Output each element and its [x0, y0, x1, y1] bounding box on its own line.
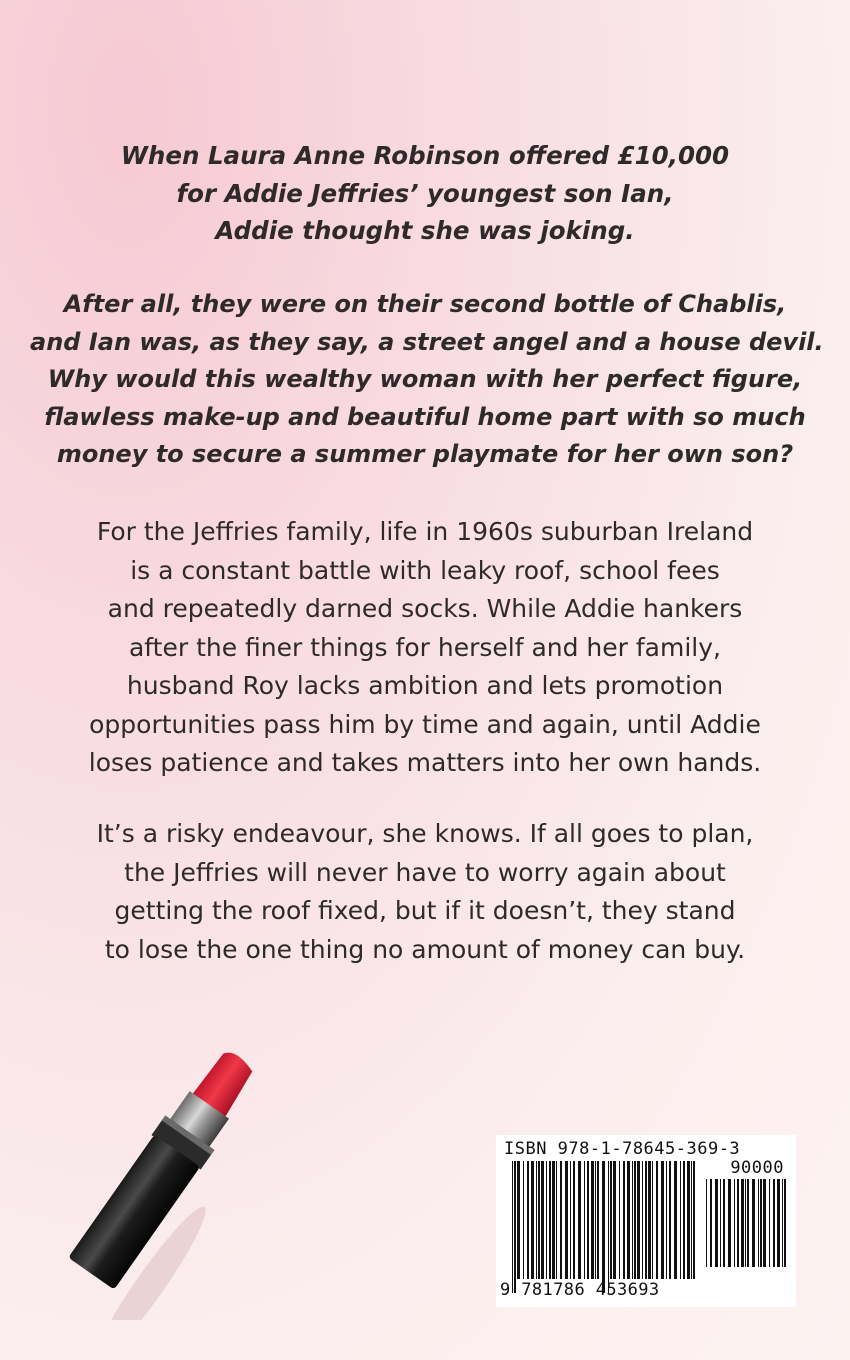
blurb-line: opportunities pass him by time and again, until Addie	[89, 709, 761, 739]
red-lipstick-icon	[40, 1035, 300, 1320]
price-code: 90000	[730, 1158, 784, 1178]
blurb-line: After all, they were on their second bottle of Chablis,	[63, 290, 787, 318]
blurb-line: after the finer things for herself and her family,	[128, 632, 721, 662]
blurb-line: is a constant battle with leaky roof, school fees	[130, 555, 720, 585]
blurb-line: flawless make-up and beautiful home part with so much	[44, 402, 806, 431]
blurb-line: for Addie Jeffries’ youngest son Ian,	[176, 178, 674, 208]
isbn-label: ISBN 978-1-78645-369-3	[504, 1139, 741, 1159]
blurb-line: It’s a risky endeavour, she knows. If all goes to plan,	[96, 819, 754, 848]
blurb-line: getting the roof fixed, but if it doesn’t, they stand	[114, 896, 736, 925]
blurb-body-first	[30, 513, 820, 783]
blurb-line: For the Jeffries family, life in 1960s suburban Ireland	[96, 517, 754, 546]
blurb-line: the Jeffries will never have to worry again about	[124, 857, 726, 887]
blurb-body-second	[30, 815, 820, 969]
blurb-line: to lose the one thing no amount of money can buy.	[104, 934, 746, 964]
blurb-line: and Ian was, as they say, a street angel and a house devil.	[30, 327, 824, 356]
isbn-barcode	[496, 1135, 796, 1307]
barcode-bars	[512, 1161, 698, 1293]
blurb-line: and repeatedly darned socks. While Addie hankers	[107, 594, 743, 623]
blurb-intro	[30, 137, 820, 250]
blurb-second	[30, 286, 824, 474]
barcode-digits: 9 781786 453693	[500, 1280, 660, 1300]
blurb-line: When Laura Anne Robinson offered £10,000	[120, 141, 730, 170]
blurb-line: Addie thought she was joking.	[215, 216, 635, 245]
blurb-line: money to secure a summer playmate for her own son?	[56, 440, 794, 468]
blurb-line: loses patience and takes matters into her own hands.	[88, 748, 762, 777]
blurb-line: husband Roy lacks ambition and lets promotion	[126, 671, 724, 700]
blurb-line: Why would this wealthy woman with her perfect figure,	[47, 365, 803, 393]
price-barcode-bars	[706, 1179, 788, 1281]
